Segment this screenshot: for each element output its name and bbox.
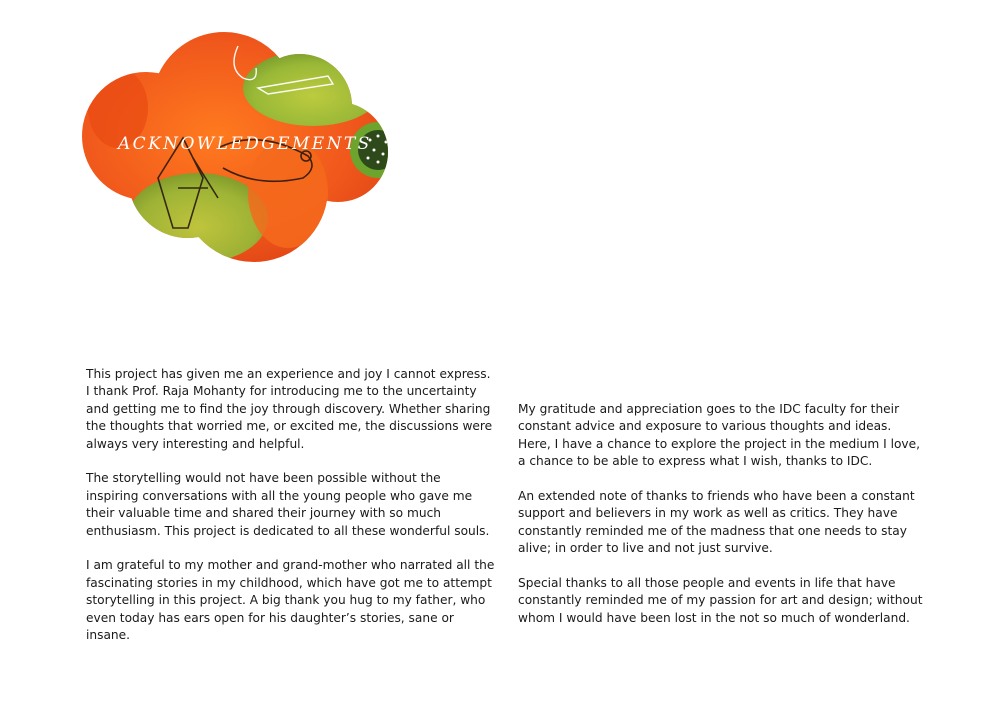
paragraph: I am grateful to my mother and grand-mother who narrated all the fascinating stories in my childhood, which have got me to attempt storytelling in this project. A big thank you hug to my father, who even today has ears open for his daughter’s stories, sane or insane. — [86, 558, 495, 643]
paragraph: An extended note of thanks to friends who have been a constant support and believers in my work as well as critics. They have constantly reminded me of the madness that one needs to stay alive; in order to live and not just survive. — [518, 489, 915, 556]
paragraph: My gratitude and appreciation goes to the IDC faculty for their constant advice and exposure to various thoughts and ideas. Here, I have a chance to explore the project in the medium I love, a chance to be able to express what I wish, thanks to IDC. — [518, 402, 920, 469]
paragraph: Special thanks to all those people and events in life that have constantly reminded me of my passion for art and design; without whom I would have been lost in the not so much of wonderland. — [518, 576, 923, 625]
right-column — [518, 401, 923, 645]
left-column — [86, 366, 496, 662]
paragraph: The storytelling would not have been possible without the inspiring conversations with all the young people who gave me their valuable time and shared their journey with so much enthusiasm. This project is dedicated to all these wonderful souls. — [86, 471, 490, 538]
page-title: ACKNOWLEDGEMENTS — [118, 134, 372, 154]
paragraph: This project has given me an experience and joy I cannot express. I thank Prof. Raja Mohanty for introducing me to the uncertainty and getting me to find the joy through discovery. Whether sharing the thoughts that worried me, or excited me, the discussions were always very interesting and helpful. — [86, 367, 493, 451]
